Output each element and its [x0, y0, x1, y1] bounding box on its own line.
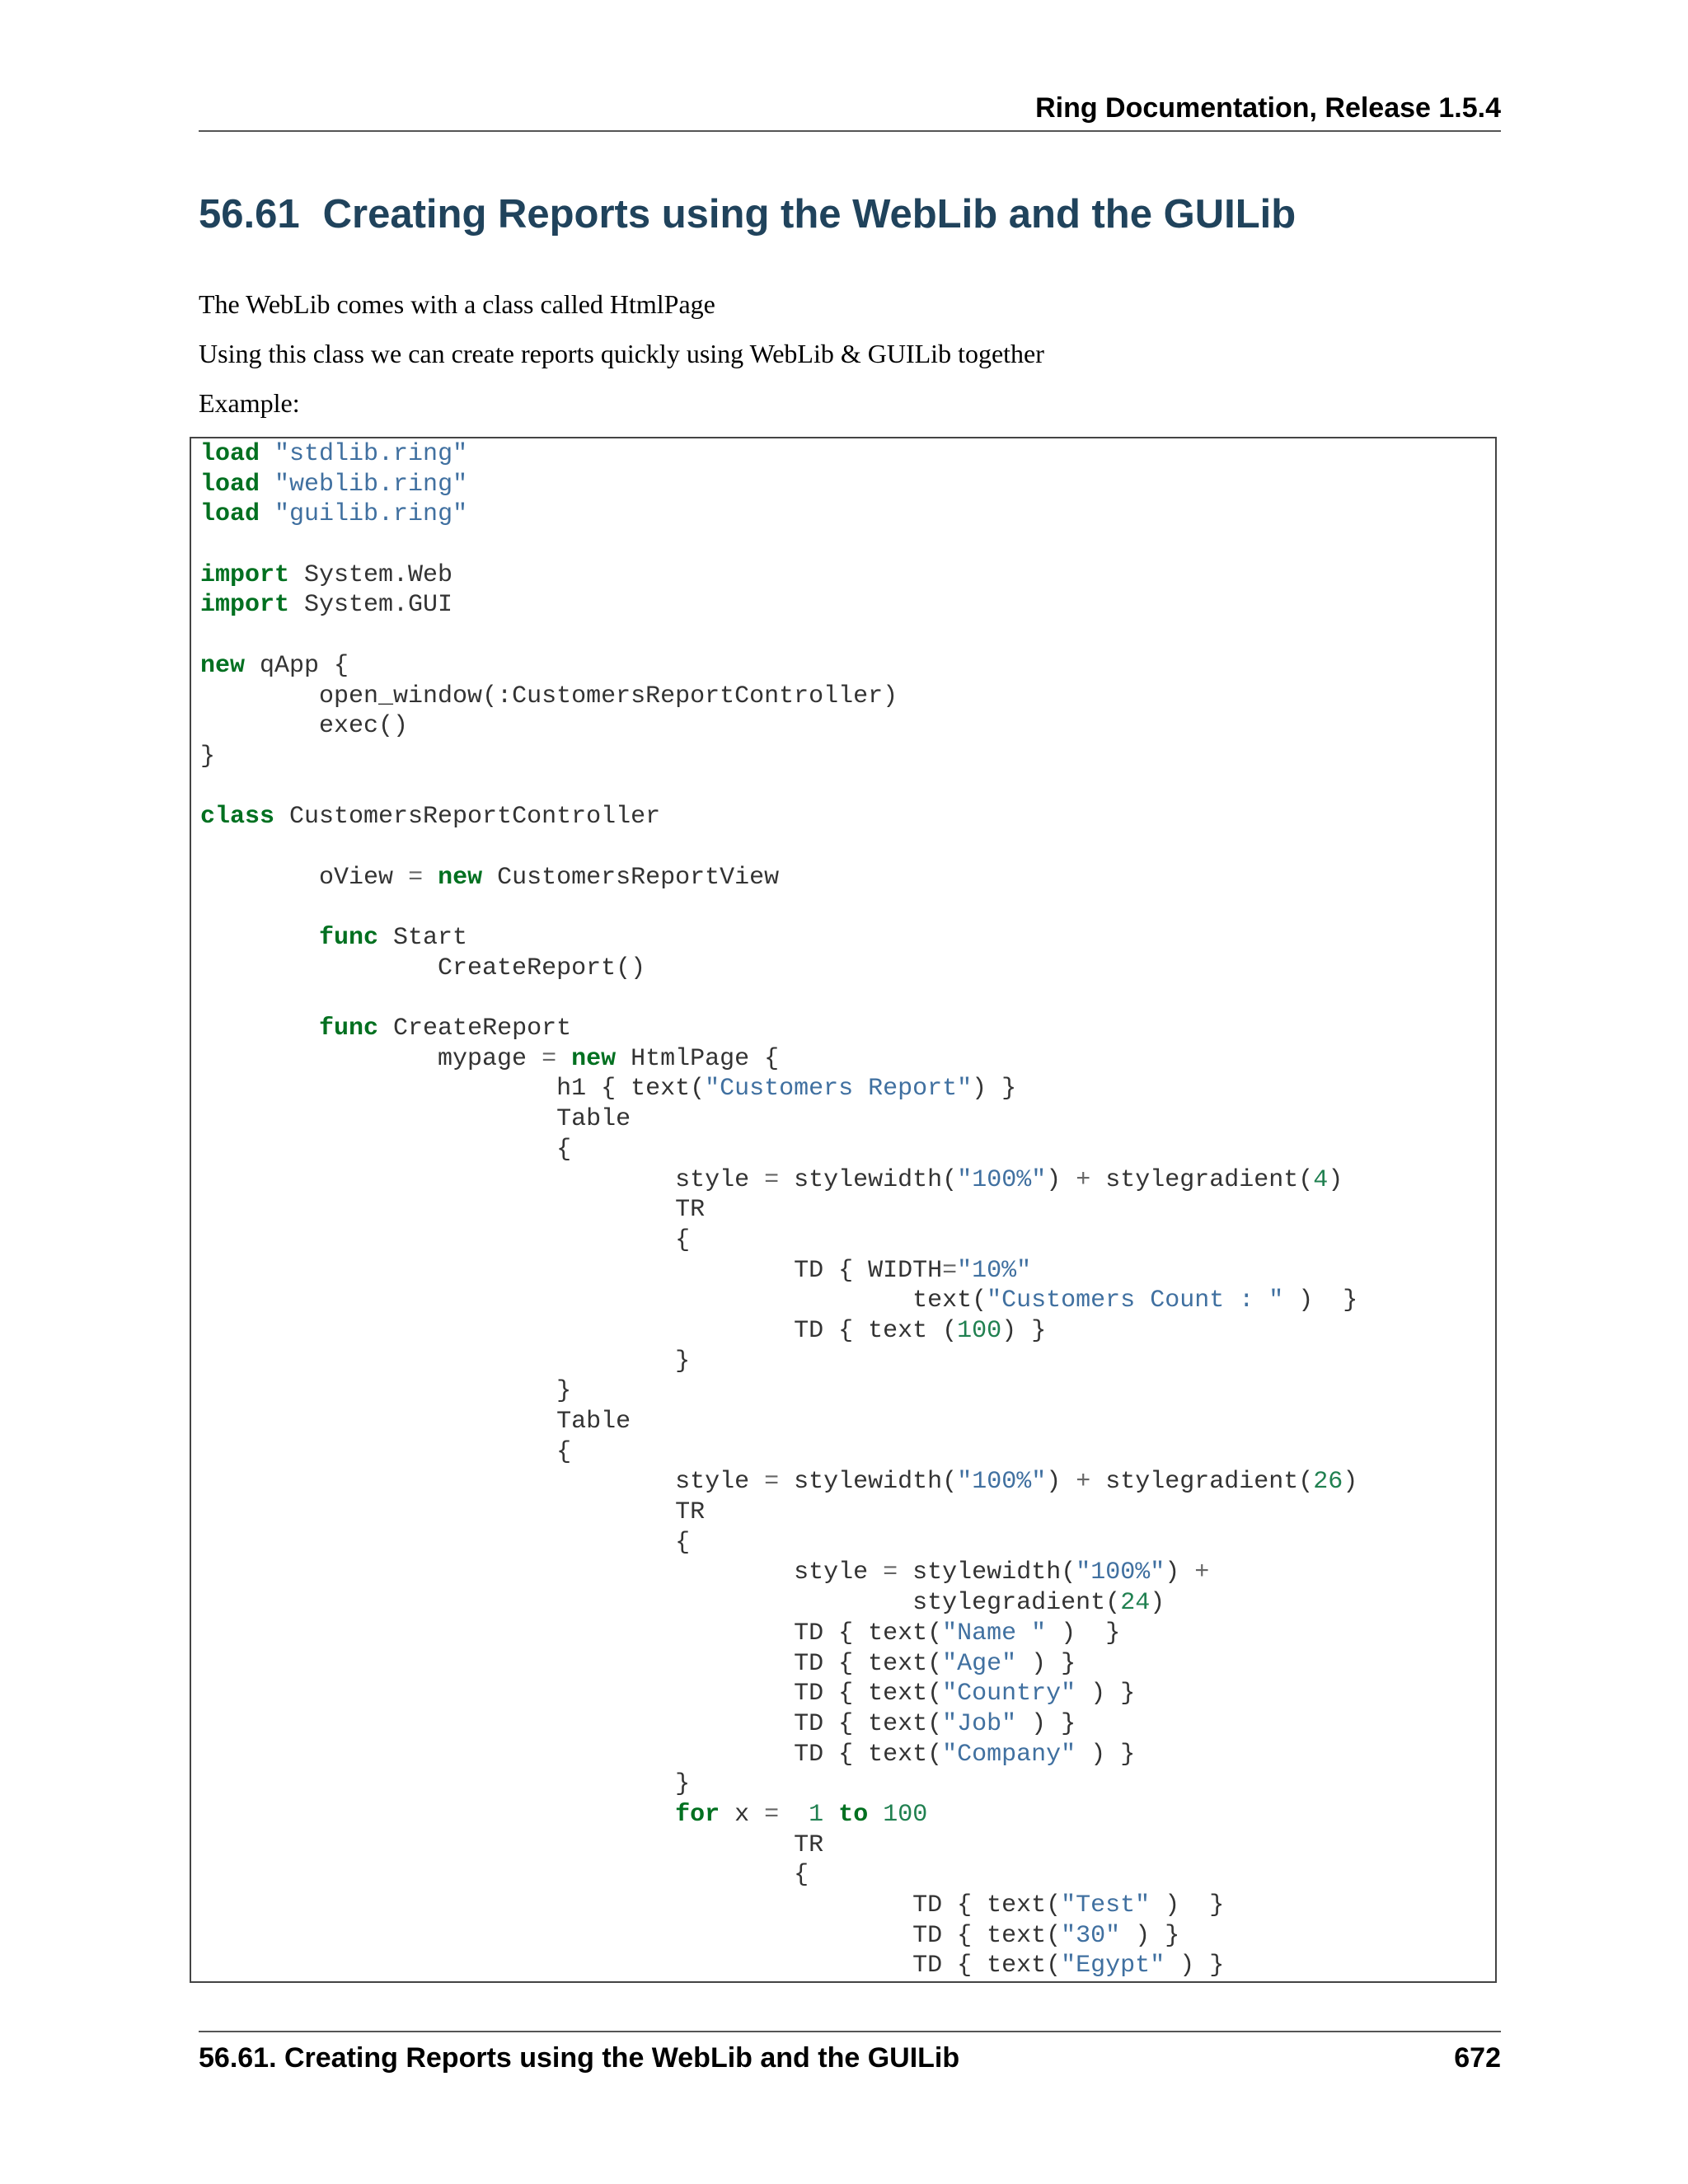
code-line: [200, 651, 1357, 682]
code-token: 1: [809, 1800, 824, 1829]
code-token: =: [764, 1468, 780, 1497]
code-block: [190, 437, 1497, 1983]
code-token: }: [200, 1770, 691, 1799]
code-token: [868, 1801, 883, 1829]
header-divider: [199, 130, 1501, 132]
code-listing: [200, 439, 1357, 1981]
code-token: [200, 924, 319, 952]
code-line: [200, 499, 1357, 530]
code-token: new: [200, 651, 246, 680]
code-token: load: [200, 470, 260, 499]
code-token: [260, 440, 274, 468]
code-token: to: [838, 1800, 869, 1829]
code-token: [779, 1801, 809, 1829]
code-token: Table: [200, 1408, 631, 1436]
code-token: style: [200, 1468, 765, 1497]
code-token: "Job": [942, 1709, 1017, 1738]
code-line: [200, 1316, 1357, 1347]
code-token: "weblib.ring": [274, 470, 468, 499]
code-token: [200, 1015, 319, 1043]
code-token: ) }: [1076, 1740, 1136, 1769]
code-line: [200, 621, 1357, 651]
code-token: style: [200, 1165, 765, 1194]
code-token: func: [319, 1015, 379, 1043]
code-token: open_window(:CustomersReportController): [200, 682, 898, 710]
code-token: TD { text(: [200, 1619, 943, 1647]
code-token: {: [200, 1226, 691, 1254]
code-token: style: [200, 1558, 884, 1587]
code-token: ) }: [1165, 1952, 1225, 1980]
code-token: +: [1076, 1165, 1091, 1194]
code-line: [200, 954, 1357, 984]
code-line: [200, 1104, 1357, 1135]
code-token: ) }: [1046, 1619, 1121, 1647]
code-line: [200, 1195, 1357, 1226]
code-token: for: [675, 1800, 720, 1829]
code-line: [200, 893, 1357, 923]
code-line: [200, 1679, 1357, 1709]
code-token: "Egypt": [1061, 1952, 1165, 1980]
code-token: 100: [957, 1316, 1002, 1345]
code-token: stylewidth(: [779, 1468, 958, 1497]
code-token: {: [200, 1528, 691, 1557]
code-token: TR: [200, 1830, 824, 1859]
code-token: Start: [378, 924, 468, 952]
code-token: ): [1150, 1589, 1165, 1618]
code-token: "100%": [957, 1468, 1047, 1497]
code-token: ) }: [1001, 1316, 1047, 1345]
code-token: {: [200, 1135, 572, 1164]
code-line: [200, 1256, 1357, 1286]
code-token: }: [200, 1347, 691, 1376]
code-token: TD { text(: [200, 1709, 943, 1738]
code-token: [556, 1045, 571, 1073]
code-token: TD { text (: [200, 1316, 958, 1345]
code-line: [200, 1437, 1357, 1468]
code-token: ) }: [1016, 1649, 1076, 1678]
code-token: 24: [1120, 1589, 1151, 1618]
code-token: mypage: [200, 1044, 542, 1073]
code-token: TR: [200, 1196, 706, 1225]
code-token: oView: [200, 863, 409, 892]
code-token: [423, 864, 438, 892]
code-token: ) }: [1016, 1709, 1076, 1738]
code-token: load: [200, 500, 260, 529]
code-line: [200, 560, 1357, 591]
code-token: ): [1046, 1468, 1076, 1497]
code-token: stylewidth(: [779, 1165, 958, 1194]
code-line: [200, 1619, 1357, 1649]
code-token: "Name ": [942, 1619, 1047, 1647]
code-token: [260, 471, 274, 499]
code-line: [200, 1497, 1357, 1528]
code-token: {: [200, 1437, 572, 1466]
code-token: ): [1343, 1468, 1358, 1497]
code-token: new: [571, 1044, 617, 1073]
code-line: [200, 1376, 1357, 1407]
code-line: [200, 1951, 1357, 1981]
code-token: CreateReport(): [200, 954, 646, 982]
code-token: +: [1076, 1468, 1091, 1497]
code-line: [200, 1800, 1357, 1830]
code-token: "guilib.ring": [274, 500, 468, 529]
code-line: [200, 590, 1357, 621]
code-line: [200, 923, 1357, 954]
code-token: =: [942, 1256, 958, 1285]
code-token: "10%": [957, 1256, 1032, 1285]
code-line: [200, 439, 1357, 470]
code-line: [200, 1044, 1357, 1075]
code-line: [200, 1769, 1357, 1800]
code-line: [200, 1588, 1357, 1619]
code-line: [200, 1074, 1357, 1104]
code-token: ) }: [1120, 1921, 1180, 1950]
code-line: [200, 1286, 1357, 1316]
code-token: +: [1194, 1558, 1210, 1587]
code-token: ) }: [1076, 1680, 1136, 1708]
code-line: [200, 1528, 1357, 1558]
code-line: [200, 1347, 1357, 1377]
code-token: "stdlib.ring": [274, 440, 468, 468]
code-token: import: [200, 591, 290, 620]
code-token: "Age": [942, 1649, 1017, 1678]
code-token: "Country": [942, 1680, 1076, 1708]
code-token: =: [883, 1558, 898, 1587]
code-token: h1 { text(: [200, 1075, 706, 1104]
example-label: Example:: [199, 388, 300, 418]
code-token: exec(): [200, 712, 409, 741]
code-line: [200, 1830, 1357, 1861]
code-token: TD { text(: [200, 1649, 943, 1678]
code-token: =: [764, 1165, 780, 1194]
code-token: "Customers Count : ": [987, 1286, 1284, 1315]
section-number: 56.61: [199, 192, 300, 237]
code-token: "Customers Report": [705, 1075, 973, 1104]
code-line: [200, 1709, 1357, 1740]
code-line: [200, 1649, 1357, 1680]
code-line: [200, 682, 1357, 712]
code-line: [200, 742, 1357, 772]
code-token: TD { text(: [200, 1921, 1062, 1950]
code-token: System.GUI: [289, 591, 453, 620]
code-line: [200, 1165, 1357, 1196]
code-token: stylewidth(: [898, 1558, 1076, 1587]
code-token: load: [200, 440, 260, 468]
code-token: ) }: [1283, 1286, 1358, 1315]
code-line: [200, 1740, 1357, 1770]
code-token: Table: [200, 1105, 631, 1134]
code-token: qApp {: [245, 651, 349, 680]
code-token: import: [200, 560, 290, 589]
code-token: TD { text(: [200, 1952, 1062, 1980]
footer-page-number: 672: [1454, 2042, 1501, 2074]
code-token: 26: [1313, 1468, 1343, 1497]
code-token: ): [1328, 1165, 1343, 1194]
code-token: ) }: [972, 1075, 1017, 1104]
code-token: =: [542, 1044, 557, 1073]
code-token: TD { text(: [200, 1891, 1062, 1919]
code-token: =: [764, 1800, 780, 1829]
section-heading: [199, 191, 1296, 237]
code-token: =: [408, 863, 424, 892]
code-token: ): [1165, 1558, 1195, 1587]
code-line: [200, 772, 1357, 803]
code-line: [200, 1921, 1357, 1952]
code-line: [200, 470, 1357, 500]
code-token: TD { text(: [200, 1740, 943, 1769]
code-token: CustomersReportController: [274, 803, 661, 832]
code-token: func: [319, 924, 379, 952]
code-token: {: [200, 1861, 809, 1890]
code-line: [200, 1407, 1357, 1437]
code-token: stylegradient(: [1090, 1468, 1314, 1497]
code-line: [200, 1860, 1357, 1891]
code-token: new: [438, 863, 483, 892]
code-line: [200, 1226, 1357, 1256]
code-line: [200, 1891, 1357, 1921]
code-line: [200, 1135, 1357, 1165]
code-token: }: [200, 742, 216, 771]
code-token: [260, 500, 274, 528]
code-token: }: [200, 1377, 572, 1406]
code-token: stylegradient(: [1090, 1165, 1314, 1194]
code-token: HtmlPage {: [616, 1044, 780, 1073]
footer-divider: [199, 2031, 1501, 2032]
code-token: TR: [200, 1498, 706, 1527]
code-token: x: [720, 1800, 765, 1829]
code-token: 4: [1313, 1165, 1329, 1194]
code-line: [200, 1558, 1357, 1588]
code-line: [200, 1467, 1357, 1497]
code-token: TD { text(: [200, 1680, 943, 1708]
code-token: ) }: [1150, 1891, 1225, 1919]
code-line: [200, 1014, 1357, 1044]
code-token: "Company": [942, 1740, 1076, 1769]
code-token: text(: [200, 1286, 987, 1315]
intro-paragraph-2: Using this class we can create reports quickly using WebLib & GUILib together: [199, 339, 1044, 368]
code-token: stylegradient(: [200, 1589, 1121, 1618]
section-title: Creating Reports using the WebLib and the GUILib: [322, 192, 1296, 237]
code-token: ): [1046, 1165, 1076, 1194]
code-token: "30": [1061, 1921, 1121, 1950]
code-token: System.Web: [289, 560, 453, 589]
code-line: [200, 863, 1357, 893]
code-token: [823, 1801, 838, 1829]
code-line: [200, 530, 1357, 560]
code-token: "Test": [1061, 1891, 1151, 1919]
code-token: TD { WIDTH: [200, 1256, 943, 1285]
code-line: [200, 832, 1357, 863]
code-line: [200, 802, 1357, 832]
code-token: "100%": [1076, 1558, 1165, 1587]
code-token: 100: [883, 1800, 928, 1829]
code-token: [200, 1801, 675, 1829]
intro-paragraph-1: The WebLib comes with a class called HtmlPage: [199, 289, 715, 319]
code-token: "100%": [957, 1165, 1047, 1194]
code-token: CustomersReportView: [482, 863, 780, 892]
code-token: class: [200, 803, 275, 832]
footer-section-label: 56.61. Creating Reports using the WebLib and the GUILib: [199, 2042, 960, 2074]
code-line: [200, 983, 1357, 1014]
code-token: CreateReport: [378, 1015, 572, 1043]
running-header-title: Ring Documentation, Release 1.5.4: [1035, 92, 1501, 124]
code-line: [200, 711, 1357, 742]
